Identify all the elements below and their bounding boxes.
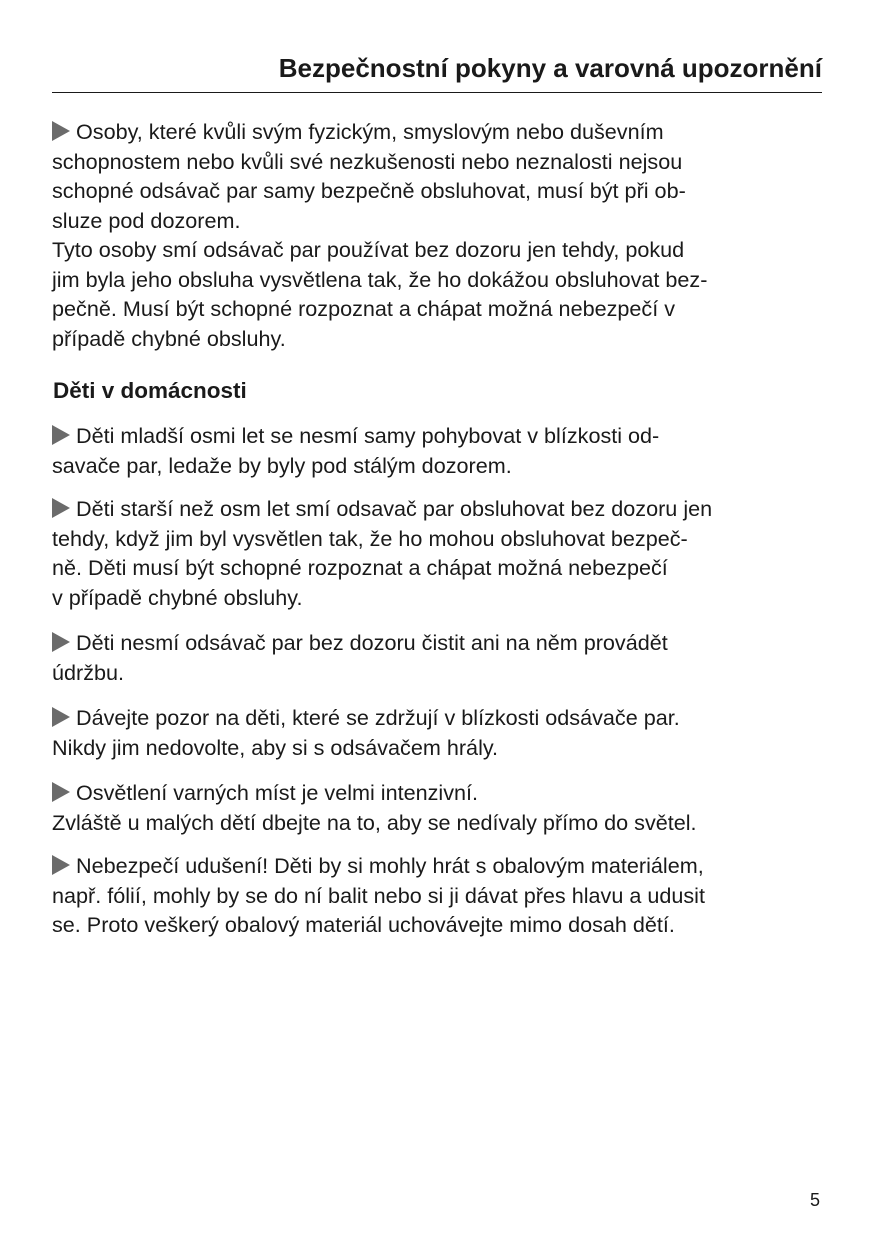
paragraph-line: údržbu. xyxy=(52,659,125,685)
safety-item xyxy=(52,851,827,940)
safety-item xyxy=(52,628,827,687)
paragraph-line: savače par, ledaže by byly pod stálým dozorem. xyxy=(52,452,512,478)
paragraph-line: např. fólií, mohly by se do ní balit nebo si ji dávat přes hlavu a udusit xyxy=(52,882,705,908)
paragraph-line: schopnostem nebo kvůli své nezkušenosti nebo neznalosti nejsou xyxy=(52,148,683,174)
paragraph-line: sluze pod dozorem. xyxy=(52,207,241,233)
paragraph-line: Nebezpečí udušení! Děti by si mohly hrát s obalovým materiálem, xyxy=(52,851,827,881)
safety-item xyxy=(52,778,827,837)
section-heading: Děti v domácnosti xyxy=(53,378,247,403)
paragraph-line: Dávejte pozor na děti, které se zdržují v blízkosti odsávače par. xyxy=(52,703,827,733)
paragraph-line: Nikdy jim nedovolte, aby si s odsávačem hrály. xyxy=(52,734,499,760)
bullet-triangle-icon xyxy=(52,782,70,802)
bullet-triangle-icon xyxy=(52,632,70,652)
paragraph-line: tehdy, když jim byl vysvětlen tak, že ho mohou obsluhovat bezpeč- xyxy=(52,525,688,551)
bullet-triangle-icon xyxy=(52,498,70,518)
intro-paragraph-1 xyxy=(52,117,827,235)
paragraph-line: schopné odsávač par samy bezpečně obsluhovat, musí být při ob- xyxy=(52,178,686,203)
bullet-triangle-icon xyxy=(52,425,70,445)
bullet-triangle-icon xyxy=(52,707,70,727)
page-number: 5 xyxy=(809,1190,820,1210)
safety-item xyxy=(52,494,827,612)
paragraph-line: Děti mladší osmi let se nesmí samy pohybovat v blízkosti od- xyxy=(52,421,827,451)
paragraph-line: Děti nesmí odsávač par bez dozoru čistit ani na něm provádět xyxy=(52,628,827,658)
page-title: Bezpečnostní pokyny a varovná upozornění xyxy=(278,53,822,83)
safety-item xyxy=(52,703,827,762)
bullet-triangle-icon xyxy=(52,121,70,141)
paragraph-line: Osoby, které kvůli svým fyzickým, smyslovým nebo duševním xyxy=(52,117,827,147)
paragraph-line: Tyto osoby smí odsávač par používat bez dozoru jen tehdy, pokud xyxy=(52,237,685,262)
paragraph-line: jim byla jeho obsluha vysvětlena tak, že ho dokážou obsluhovat bez- xyxy=(52,266,708,292)
paragraph-line: případě chybné obsluhy. xyxy=(52,325,286,351)
bullet-triangle-icon xyxy=(52,855,70,875)
paragraph-line: pečně. Musí být schopné rozpoznat a chápat možná nebezpečí v xyxy=(52,296,676,321)
intro-paragraph-2 xyxy=(52,235,827,353)
paragraph-line: se. Proto veškerý obalový materiál uchovávejte mimo dosah dětí. xyxy=(52,912,675,937)
safety-item xyxy=(52,421,827,480)
paragraph-line: Zvláště u malých dětí dbejte na to, aby se nedívaly přímo do světel. xyxy=(52,809,697,835)
page-header xyxy=(52,52,822,93)
paragraph-line: ně. Děti musí být schopné rozpoznat a chápat možná nebezpečí xyxy=(52,555,668,580)
paragraph-line: v případě chybné obsluhy. xyxy=(52,584,303,610)
paragraph-line: Děti starší než osm let smí odsavač par obsluhovat bez dozoru jen xyxy=(52,494,827,524)
paragraph-line: Osvětlení varných míst je velmi intenzivní. xyxy=(52,778,827,808)
